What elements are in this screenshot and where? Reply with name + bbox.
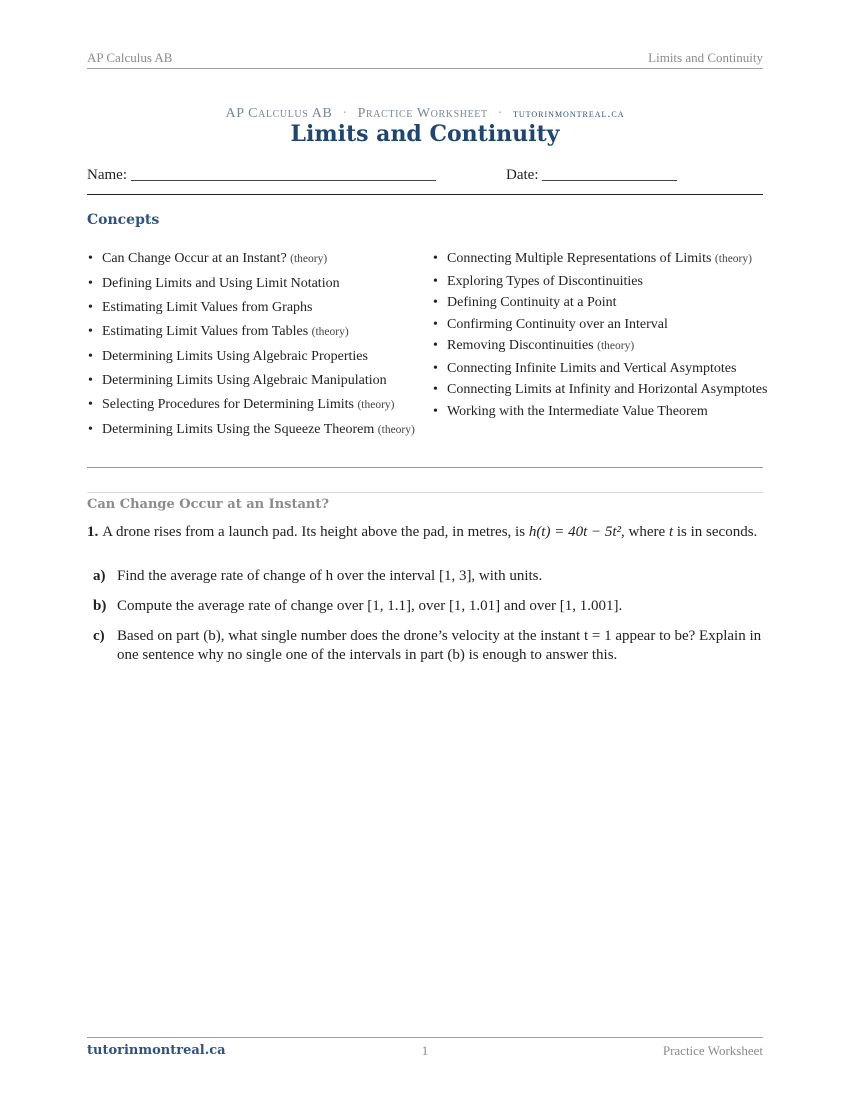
concept-item [432, 337, 772, 355]
concept-text: Estimating Limit Values from Tables [102, 324, 309, 339]
stem-variable: t [668, 524, 674, 540]
concepts-list-left [87, 250, 422, 446]
concept-item [87, 348, 422, 365]
bullet-icon: • [433, 360, 438, 376]
bullet-icon: • [88, 251, 93, 266]
concept-item [87, 372, 422, 389]
bullet-icon: • [88, 349, 93, 364]
part-text: Based on part (b), what single number does the drone’s velocity at the instant t = 1 appear to be? Explain in one sentence why no single one of the intervals in part (b) is enough to answer this. [117, 628, 762, 663]
problem-stem [87, 523, 764, 542]
bullet-icon: • [433, 403, 438, 419]
concept-text: Exploring Types of Discontinuities [447, 273, 643, 289]
part-text: Find the average rate of change of h over the interval [1, 3], with units. [117, 568, 543, 584]
part-text: Compute the average rate of change over [1, 1.1], over [1, 1.01] and over [1, 1.001]. [117, 598, 623, 614]
header-course: AP Calculus AB [87, 50, 173, 65]
concept-item [87, 250, 422, 268]
theory-tag: (theory) [714, 253, 752, 265]
stem-text-b: , where [621, 524, 669, 540]
section-heading: Can Change Occur at an Instant? [87, 497, 329, 512]
concept-item [432, 403, 772, 420]
stem-text-c: is in seconds. [673, 524, 758, 540]
concept-item [432, 360, 772, 377]
theory-tag: (theory) [311, 326, 349, 338]
theory-tag: (theory) [597, 340, 635, 352]
date-blank[interactable] [542, 166, 677, 181]
concept-item [432, 381, 772, 398]
concept-text: Defining Limits and Using Limit Notation [102, 276, 340, 291]
concepts-heading: Concepts [87, 212, 160, 228]
stem-math: h(t) = 40t − 5t² [528, 524, 622, 540]
bullet-icon: • [88, 422, 93, 437]
bullet-icon: • [433, 251, 438, 266]
section-divider [87, 492, 763, 493]
title-divider [87, 194, 763, 195]
date-field[interactable] [506, 166, 677, 184]
part-label: b) [93, 598, 107, 614]
page-number: 1 [421, 1043, 429, 1058]
concept-item [87, 421, 422, 439]
page-title: Limits and Continuity [290, 121, 560, 147]
problem-number: 1. [87, 524, 99, 540]
kicker-kind: Practice Worksheet [357, 106, 488, 121]
concept-item [432, 250, 772, 268]
concept-text: Determining Limits Using the Squeeze Theorem [102, 422, 375, 437]
concept-text: Connecting Infinite Limits and Vertical Asymptotes [447, 360, 737, 376]
name-blank[interactable] [131, 166, 436, 181]
bullet-icon: • [433, 382, 438, 397]
name-field[interactable] [87, 166, 436, 184]
concept-text: Determining Limits Using Algebraic Manipulation [102, 373, 387, 388]
concept-item [87, 323, 422, 341]
concept-item [87, 299, 422, 316]
concept-item [432, 316, 772, 333]
stem-text-a: A drone rises from a launch pad. Its height above the pad, in metres, is [102, 524, 529, 540]
name-label: Name: [87, 167, 127, 183]
concept-text: Removing Discontinuities [447, 338, 594, 353]
student-fields [87, 166, 763, 188]
concept-item [432, 294, 772, 311]
header-topic: Limits and Continuity [648, 50, 763, 65]
bullet-icon: • [88, 324, 93, 339]
concept-text: Confirming Continuity over an Interval [447, 316, 668, 332]
problem-part [87, 627, 764, 665]
theory-tag: (theory) [357, 399, 395, 411]
concept-text: Working with the Intermediate Value Theorem [447, 403, 708, 419]
problem-parts [87, 567, 764, 676]
bullet-icon: • [88, 397, 93, 412]
kicker-separator: · [342, 106, 348, 121]
concept-text: Defining Continuity at a Point [447, 295, 617, 310]
part-label: c) [93, 628, 105, 644]
bullet-icon: • [433, 338, 438, 353]
footer-site[interactable]: tutorinmontreal.ca [87, 1043, 226, 1058]
bullet-icon: • [433, 316, 438, 332]
problem-part [87, 597, 764, 616]
concept-text: Can Change Occur at an Instant? [102, 251, 287, 266]
part-label: a) [93, 568, 106, 584]
kicker-site: tutorinmontreal.ca [512, 106, 625, 120]
bullet-icon: • [88, 276, 93, 291]
footer-kind: Practice Worksheet [662, 1043, 763, 1058]
concepts-divider [87, 467, 763, 468]
concept-text: Determining Limits Using Algebraic Properties [102, 349, 368, 364]
bullet-icon: • [88, 373, 93, 388]
kicker-course: AP Calculus AB [225, 106, 333, 121]
concept-text: Selecting Procedures for Determining Limits [102, 397, 354, 412]
running-header [87, 50, 763, 69]
title-kicker [87, 106, 763, 122]
bullet-icon: • [433, 273, 438, 289]
concept-text: Connecting Multiple Representations of Limits [447, 251, 712, 266]
bullet-icon: • [433, 295, 438, 310]
concept-text: Estimating Limit Values from Graphs [102, 300, 313, 315]
date-label: Date: [506, 167, 539, 183]
theory-tag: (theory) [290, 253, 328, 265]
kicker-separator-2: · [497, 106, 503, 121]
concept-text: Connecting Limits at Infinity and Horizontal Asymptotes [447, 382, 768, 397]
concept-item [87, 396, 422, 414]
footer-divider [87, 1037, 763, 1038]
problem-part [87, 567, 764, 586]
concepts-list-right [432, 250, 772, 424]
bullet-icon: • [88, 300, 93, 315]
concept-item [432, 273, 772, 290]
theory-tag: (theory) [377, 424, 415, 436]
concept-item [87, 275, 422, 292]
